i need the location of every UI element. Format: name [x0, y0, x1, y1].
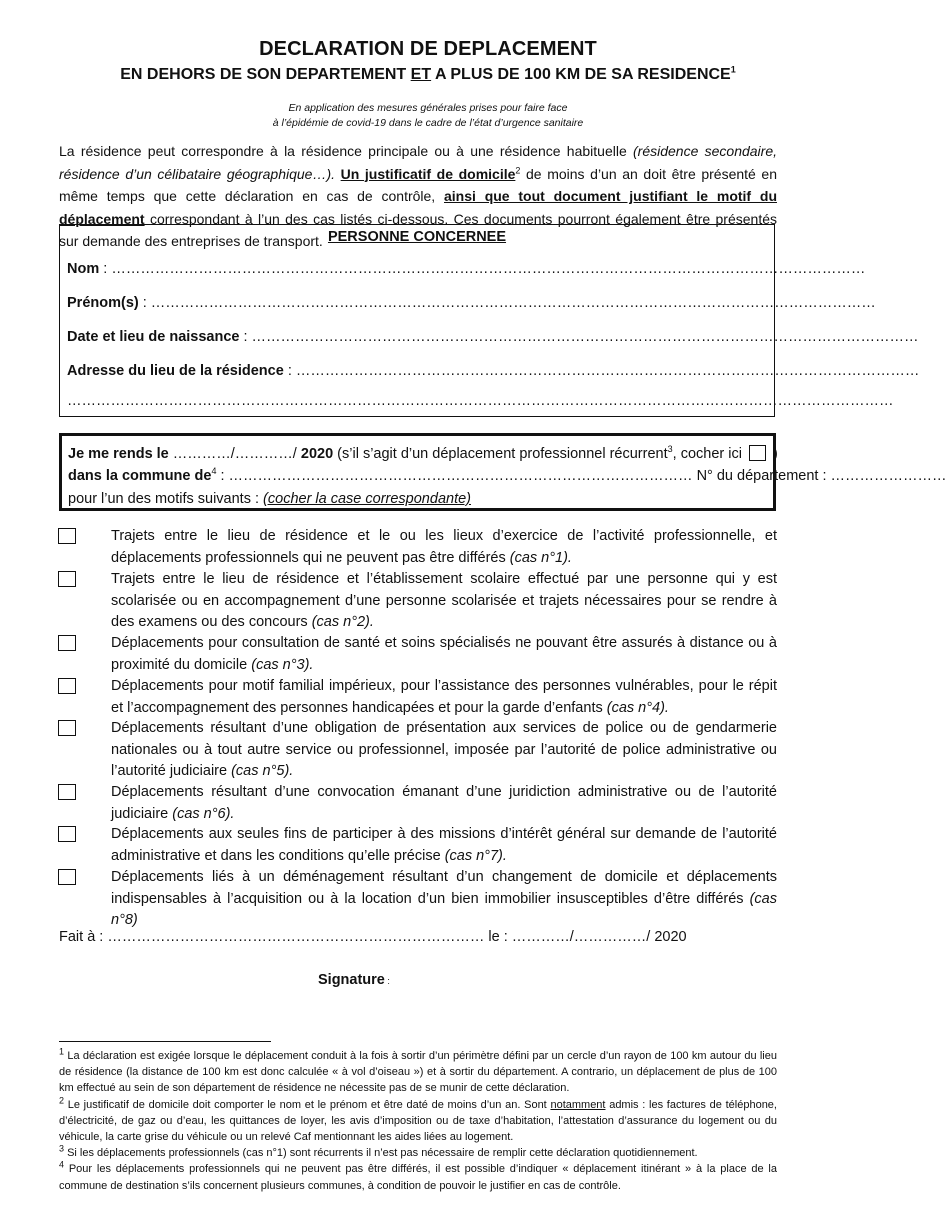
footnote-1: $^1$ La déclaration est exigée lorsque le déplacement conduit à la fois à sortir d’un périmètre défini par un cercle d’un rayon de 100 km autour du lieu de résidence (la distance de 100 km est donc calculée « à vol d’oiseau ») et à sortir du département. A contrario, un déplacement de plus de 100 km effectué au sein de son département de résidence ne nécessite pas de se munir de cette déclaration.	[59, 1046, 777, 1095]
signature-label: Signature :	[318, 972, 390, 988]
footnote-4: $^4$ Pour les déplacements professionnels qui ne peuvent pas être différés, il est possible d’indiquer « déplacement itinérant » à la place de la commune de destination s’ils concernent plusieurs communes, à condition de pouvoir le justifier en cas de contrôle.	[59, 1159, 777, 1192]
nom-field[interactable]: Nom : …………………………………………………………………………………………………………………………………………	[67, 261, 866, 277]
footnote-3: $^3$ Si les déplacements professionnels (cas n°1) sont récurrents il n’est pas nécessaire de remplir cette déclaration quotidiennement.	[59, 1143, 698, 1160]
trip-section	[59, 433, 947, 511]
person-heading: PERSONNE CONCERNEE	[327, 229, 507, 245]
fait-a-field[interactable]: Fait à : …………………………………………………………………… le : …………/……………/ 2020	[59, 929, 687, 945]
motif-checkbox-7[interactable]	[58, 826, 76, 842]
motif-checkbox-2[interactable]	[58, 571, 76, 587]
motif-checkbox-4[interactable]	[58, 678, 76, 694]
footnote-ref: 1	[730, 64, 736, 75]
motif-checkbox-5[interactable]	[58, 720, 76, 736]
motifs-intro: pour l’un des motifs suivants : (cocher la case correspondante)	[68, 491, 471, 507]
motif-checkbox-1[interactable]	[58, 528, 76, 544]
adresse-field[interactable]: Adresse du lieu de la résidence : …………………………………………………………………………………………………………………	[67, 363, 920, 379]
page-subtitle: EN DEHORS DE SON DEPARTEMENT ET A PLUS DE 100 KM DE SA RESIDENCE$^1$	[120, 64, 736, 83]
footnote-divider	[59, 1041, 271, 1042]
motif-item-2: Trajets entre le lieu de résidence et l’établissement scolaire effectué par une personne qui y est scolarisée ou en accompagnement d’une personne scolarisée et trajets nécessaires pour se rendre à des examens ou des concours (cas n°2).	[111, 571, 777, 630]
footnote-2: $^2$ Le justificatif de domicile doit comporter le nom et le prénom et être daté de moins d’un an. Sont notamment admis : les factures de téléphone, d’électricité, de gaz ou d’eau, les quittances de loyer, les avis d’imposition ou de taxe d’habitation, l’attestation d’assurance du logement ou du véhicule, la carte grise du véhicule ou un relevé Caf mentionnant les aides liées au logement.	[59, 1094, 777, 1144]
commune-line[interactable]: dans la commune $de^4$ : …………………………………………………………………………………… N° du département : ……………………	[68, 466, 947, 484]
motif-item-5: Déplacements résultant d’une obligation de présentation aux services de police ou de gendarmerie nationales ou à tout autre service ou professionnel, imposée par l’autorité de police administrative ou l’autorité judiciaire (cas n°5).	[111, 720, 777, 779]
intro-paragraph: La résidence peut correspondre à la résidence principale ou à une résidence habituelle (résidence secondaire, résidence d’un célibataire géographique…). Un justificatif de domicile$^2$ de moins d’un an doit être présenté en même temps que cette déclaration en cas de contrôle, ainsi que tout document justifiant le motif du déplacement correspondant à l’un des cas listés ci-dessous. Ces documents pourront également être présentés sur demande des entreprises de transport.	[59, 143, 778, 249]
motif-checkbox-8[interactable]	[58, 869, 76, 885]
motif-item-4: Déplacements pour motif familial impérieux, pour l’assistance des personnes vulnérables, pour le répit et l’accompagnement des personnes handicapées et pour la garde d’enfants (cas n°4).	[111, 678, 777, 716]
legal-context: En application des mesures générales prises pour faire face à l’épidémie de covid-19 dans le cadre de l’état d’urgence sanitaire	[272, 102, 584, 129]
trip-date-line: Je me rends le …………/…………/ 2020 (s’il s’agit d’un déplacement professionnel récurrent$^3$, cocher ici )	[68, 444, 778, 462]
recurrent-checkbox[interactable]	[749, 445, 766, 461]
naissance-field[interactable]: Date et lieu de naissance : …………………………………………………………………………………………………………………………	[67, 329, 919, 345]
person-section	[59, 224, 920, 417]
adresse-extra-field[interactable]: ………………………………………………………………………………………………………………………………………………………	[67, 393, 894, 409]
motif-item-7: Déplacements aux seules fins de participer à des missions d’intérêt général sur demande de l’autorité administrative et dans les conditions qu’elle précise (cas n°7).	[111, 826, 777, 864]
prenom-field[interactable]: Prénom(s) : ……………………………………………………………………………………………………………………………………	[67, 295, 876, 311]
footnotes	[59, 1048, 777, 1194]
motif-item-6: Déplacements résultant d’une convocation émanant d’une juridiction administrative ou de l’autorité judiciaire (cas n°6).	[111, 784, 777, 822]
motif-checkbox-3[interactable]	[58, 635, 76, 651]
trip-date-field[interactable]: …………/…………/	[168, 446, 301, 462]
motif-item-1: Trajets entre le lieu de résidence et le ou les lieux d’exercice de l’activité professionnelle, et déplacements professionnels qui ne peuvent pas être différés (cas n°1).	[111, 528, 777, 566]
motif-item-3: Déplacements pour consultation de santé et soins spécialisés ne pouvant être assurés à distance ou à proximité du domicile (cas n°3).	[111, 635, 777, 673]
page-title: DECLARATION DE DEPLACEMENT	[259, 38, 597, 60]
motif-checkbox-6[interactable]	[58, 784, 76, 800]
motif-item-8: Déplacements liés à un déménagement résultant d’un changement de domicile et déplacements indispensables à l’acquisition ou à la location d’un bien immobilier insusceptibles d’être différés (cas n°8)	[111, 869, 777, 928]
